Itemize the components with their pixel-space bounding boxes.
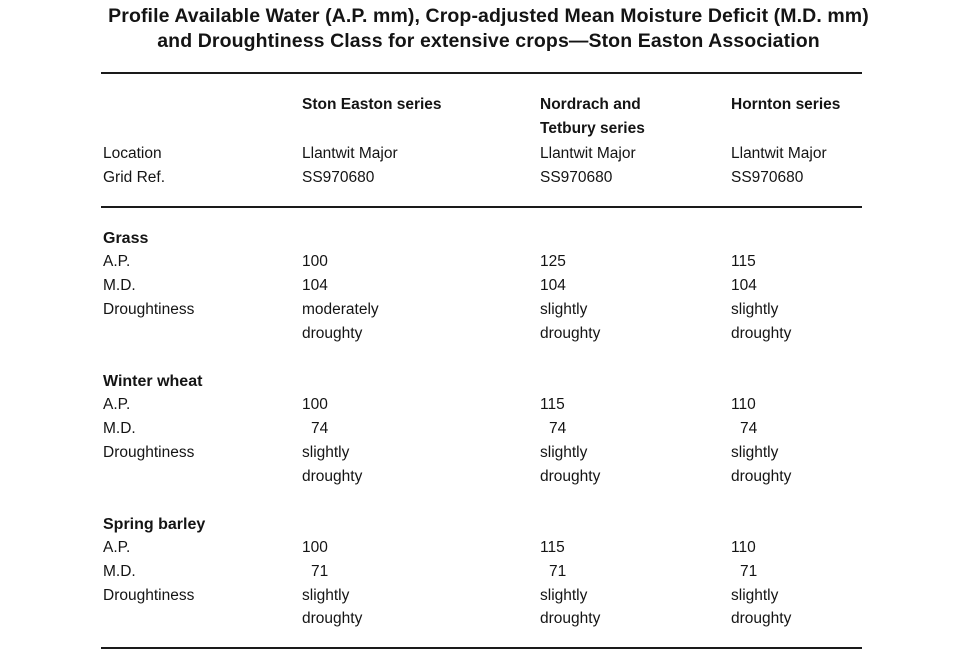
md-value: 104 bbox=[540, 277, 566, 294]
table-title-line-1: Profile Available Water (A.P. mm), Crop-adjusted Mean Moisture Deficit (M.D. mm) bbox=[108, 5, 869, 27]
location-value: Llantwit Major bbox=[302, 145, 398, 162]
bottom-rule bbox=[101, 647, 862, 649]
droughtiness-value: slightly bbox=[731, 587, 779, 604]
droughtiness-value: slightly bbox=[540, 301, 588, 318]
droughtiness-value: slightly bbox=[540, 587, 588, 604]
droughtiness-value-line-2: droughty bbox=[540, 468, 601, 485]
droughtiness-value: slightly bbox=[731, 444, 779, 461]
ap-label: A.P. bbox=[103, 396, 131, 413]
droughtiness-value: slightly bbox=[540, 444, 588, 461]
droughtiness-label: Droughtiness bbox=[103, 587, 195, 604]
md-value: 74 bbox=[549, 420, 567, 437]
droughtiness-label: Droughtiness bbox=[103, 301, 195, 318]
ap-value: 115 bbox=[540, 539, 565, 556]
droughtiness-value-line-2: droughty bbox=[540, 325, 601, 342]
header-rule bbox=[101, 206, 862, 208]
group-heading-spring-barley: Spring barley bbox=[103, 516, 206, 533]
droughtiness-value: slightly bbox=[731, 301, 779, 318]
droughtiness-value-line-2: droughty bbox=[731, 468, 792, 485]
grid-ref-value: SS970680 bbox=[540, 169, 613, 186]
md-value: 71 bbox=[740, 563, 758, 580]
table-title-line-2: and Droughtiness Class for extensive crops—Ston Easton Association bbox=[157, 30, 820, 52]
ap-value: 115 bbox=[731, 253, 756, 270]
md-value: 104 bbox=[731, 277, 757, 294]
column-header-nordrach-tetbury-line-2: Tetbury series bbox=[540, 120, 645, 137]
md-label: M.D. bbox=[103, 563, 136, 580]
md-label: M.D. bbox=[103, 277, 136, 294]
md-value: 71 bbox=[549, 563, 567, 580]
ap-value: 100 bbox=[302, 396, 328, 413]
droughtiness-value: slightly bbox=[302, 444, 350, 461]
grid-ref-value: SS970680 bbox=[302, 169, 375, 186]
top-rule bbox=[101, 72, 862, 74]
droughtiness-value-line-2: droughty bbox=[302, 468, 363, 485]
md-label: M.D. bbox=[103, 420, 136, 437]
ap-value: 115 bbox=[540, 396, 565, 413]
location-label: Location bbox=[103, 145, 162, 162]
location-value: Llantwit Major bbox=[731, 145, 827, 162]
ap-value: 125 bbox=[540, 253, 566, 270]
group-heading-winter-wheat: Winter wheat bbox=[103, 373, 203, 390]
droughtiness-value-line-2: droughty bbox=[302, 610, 363, 627]
ap-label: A.P. bbox=[103, 253, 131, 270]
location-value: Llantwit Major bbox=[540, 145, 636, 162]
ap-value: 100 bbox=[302, 253, 328, 270]
md-value: 74 bbox=[740, 420, 758, 437]
droughtiness-value: moderately bbox=[302, 301, 379, 318]
ap-value: 110 bbox=[731, 396, 756, 413]
grid-ref-label: Grid Ref. bbox=[103, 169, 166, 186]
ap-value: 110 bbox=[731, 539, 756, 556]
droughtiness-label: Droughtiness bbox=[103, 444, 195, 461]
grid-ref-value: SS970680 bbox=[731, 169, 804, 186]
droughtiness-value-line-2: droughty bbox=[731, 325, 792, 342]
column-header-nordrach-tetbury: Nordrach and bbox=[540, 96, 641, 113]
droughtiness-value-line-2: droughty bbox=[302, 325, 363, 342]
column-header-ston-easton: Ston Easton series bbox=[302, 96, 442, 113]
md-value: 74 bbox=[311, 420, 329, 437]
droughtiness-value-line-2: droughty bbox=[540, 610, 601, 627]
droughtiness-value: slightly bbox=[302, 587, 350, 604]
ap-value: 100 bbox=[302, 539, 328, 556]
droughtiness-value-line-2: droughty bbox=[731, 610, 792, 627]
ap-label: A.P. bbox=[103, 539, 131, 556]
md-value: 104 bbox=[302, 277, 328, 294]
column-header-hornton: Hornton series bbox=[731, 96, 841, 113]
group-heading-grass: Grass bbox=[103, 230, 149, 247]
md-value: 71 bbox=[311, 563, 329, 580]
